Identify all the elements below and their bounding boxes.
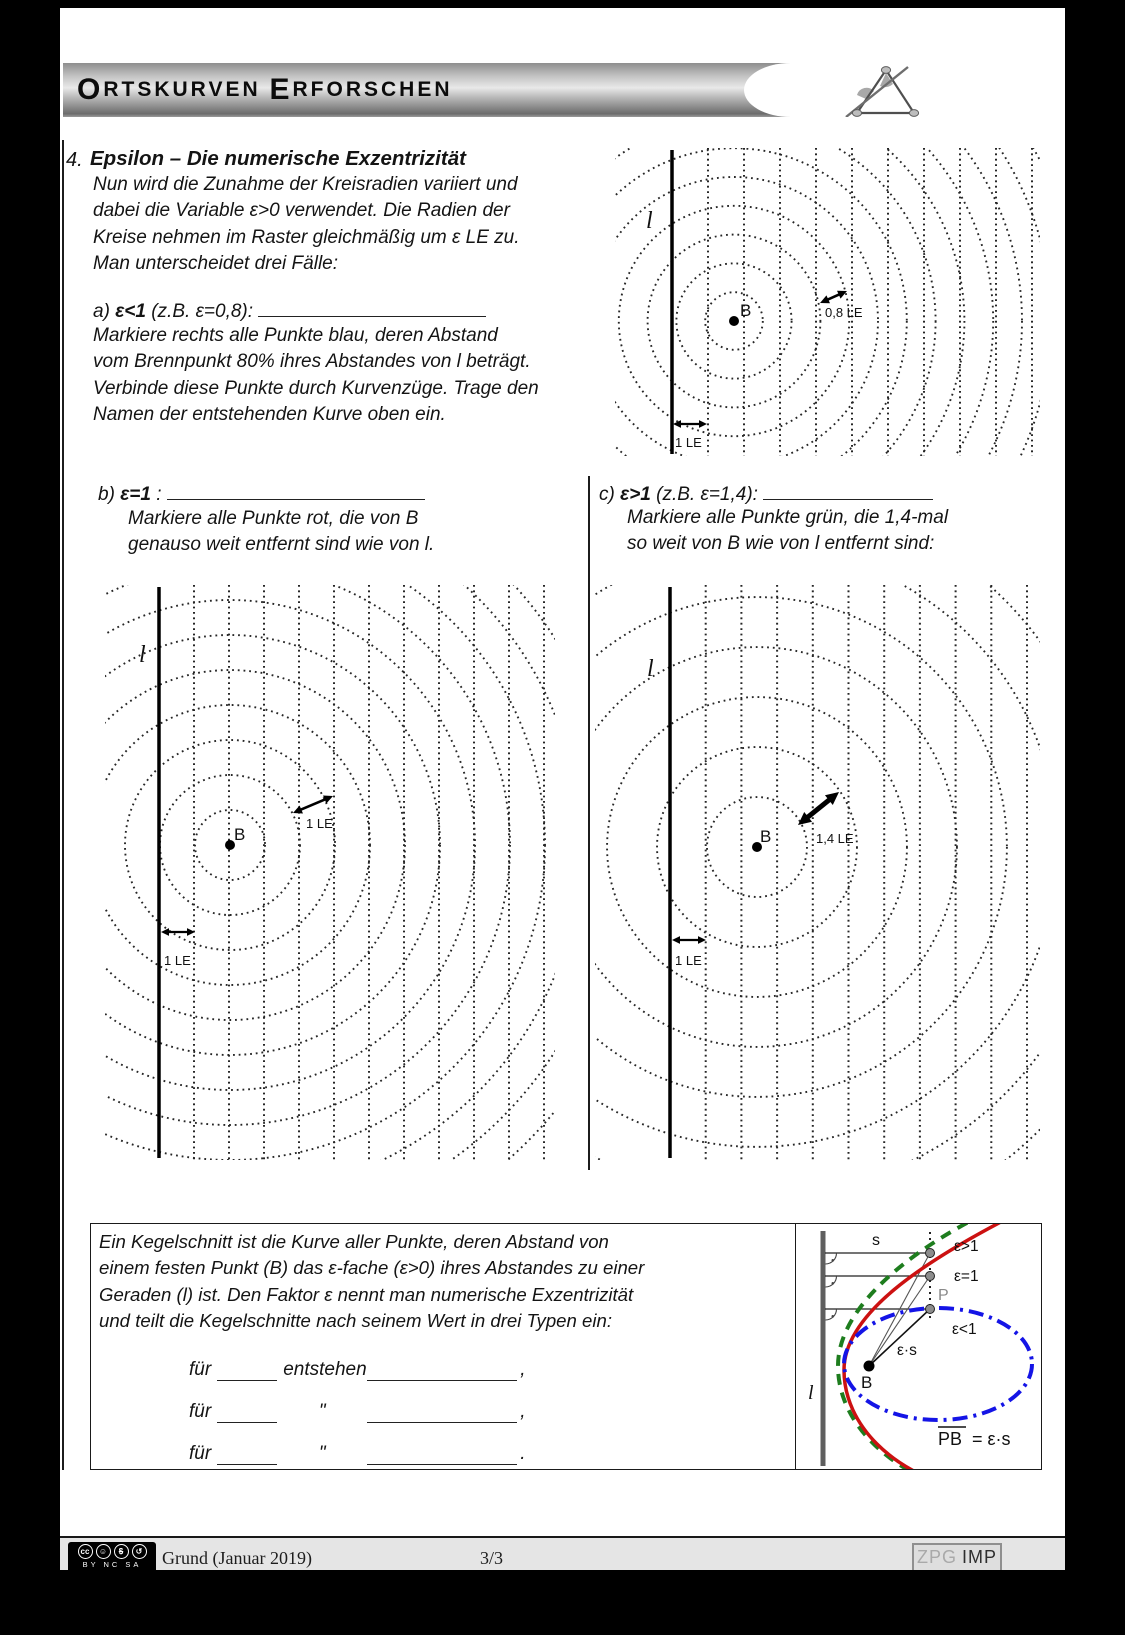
task-a-term: ε<1 [115,301,146,322]
zpg-imp-badge [912,1543,1002,1570]
task-b-blank [167,480,425,500]
task-a-example: (z.B. ε=0,8): [145,301,259,322]
page-number: 3/3 [480,1547,504,1568]
fill-blank [367,1444,517,1465]
svg-text:0,8 LE: 0,8 LE [825,305,863,320]
task-a-line: Markiere rechts alle Punkte blau, deren Abstand [93,325,498,346]
focus-point [864,1361,875,1372]
directrix-label: l [808,1382,814,1404]
task-b-label: b) [98,484,115,505]
task-c-term: ε>1 [620,484,651,505]
fill-blank [217,1360,277,1381]
title-rest-1: RTSKURVEN [103,78,270,101]
fill-line-2 [189,1399,525,1423]
epsilon-s-label: ε·s [897,1342,917,1359]
conic-sketch-cell [795,1224,1041,1469]
formula-rest: = ε·s [972,1429,1011,1449]
task-a-blank [258,297,486,317]
task-c-example: (z.B. ε=1,4): [650,484,764,505]
task-c-line: so weit von B wie von l entfernt sind: [627,533,935,555]
definition-text [99,1229,644,1334]
cc-by-icon: ☺ [96,1544,111,1559]
header-logo-panel [744,63,1020,117]
point-eq [926,1272,935,1281]
cc-sub-label: BY NC SA [82,1560,142,1569]
svg-text:1 LE: 1 LE [675,953,702,968]
column-divider-rule [588,476,590,1170]
cc-icons [68,1544,156,1559]
svg-text:1 LE: 1 LE [675,435,702,450]
left-frame-rule [62,140,64,1470]
task-a-label: a) [93,301,110,322]
fill-line-3 [189,1441,525,1465]
task-c-blank [763,480,933,500]
task-a-body [93,323,638,428]
epsilon-lt-label: ε<1 [952,1321,977,1338]
cc-nc-icon: $ [114,1544,129,1559]
task-b-body [128,506,528,559]
intro-line: Man unterscheidet drei Fälle: [93,252,339,274]
intro-paragraph [93,172,633,277]
point-gt [926,1249,935,1258]
right-angle-mark [826,1253,837,1264]
svg-text:B: B [234,825,246,844]
task-c-label: c) [599,484,615,505]
section-number: 4. [66,149,83,171]
intro-line: dabei die Variable ε>0 verwendet. Die Radien der [93,200,510,222]
fill-tail: , [520,1401,526,1422]
definition-line: Geraden (l) ist. Den Faktor ε nennt man numerische Exzentrizität [99,1283,634,1305]
task-b-line: genauso weit entfernt sind wie von l. [128,534,435,556]
task-a-heading [93,297,486,325]
diagram-a [615,148,1040,461]
zpg-label: ZPG [916,1547,957,1567]
svg-text:B: B [740,301,752,320]
header-band [63,63,1020,117]
ditto-mark: " [318,1443,326,1464]
intro-line: Kreise nehmen im Raster gleichmäßig um ε LE zu. [93,226,520,248]
right-angle-mark [826,1309,837,1320]
ditto-mark: " [318,1401,326,1422]
fill-tail: , [520,1359,526,1380]
cc-icon: cc [78,1544,93,1559]
fill-blank [217,1402,277,1423]
svg-text:1,4 LE: 1,4 LE [816,831,854,846]
conic-diagram [796,1224,1041,1469]
right-angle-mark [826,1276,837,1287]
title-initial-2: E [269,73,293,106]
svg-text:B: B [760,827,772,846]
task-b-heading [98,480,425,508]
formula-pb: PB [938,1429,963,1449]
cc-sa-icon: ↺ [132,1544,147,1559]
diagram-c [595,585,1040,1165]
svg-text:l: l [139,642,146,668]
intro-line: Nun wird die Zunahme der Kreisradien variiert und [93,174,518,195]
point-p [926,1305,935,1314]
s-label: s [872,1232,880,1249]
definition-line: einem festen Punkt (B) das ε-fache (ε>0) ihres Abstandes zu einer [99,1257,645,1279]
fuer-label: für [189,1359,212,1380]
task-c-body [627,505,1047,558]
svg-text:l: l [647,656,654,682]
p-label: P [938,1287,949,1304]
task-a-line: Namen der entstehenden Kurve oben ein. [93,403,446,425]
definition-line: Ein Kegelschnitt ist die Kurve aller Punkte, deren Abstand von [99,1231,609,1252]
fill-tail: . [520,1443,526,1464]
task-a-line: Verbinde diese Punkte durch Kurvenzüge. Trage den [93,377,539,399]
svg-text:1 LE: 1 LE [306,816,333,831]
fill-blank [367,1402,517,1423]
triangle-logo-icon [844,65,926,117]
task-c-line: Markiere alle Punkte grün, die 1,4-mal [627,507,949,528]
definition-line: und teilt die Kegelschnitte nach seinem Wert in drei Typen ein: [99,1309,612,1331]
diagram-b [105,585,555,1165]
worksheet-page [60,8,1065,1570]
task-b-line: Markiere alle Punkte rot, die von B [128,508,419,529]
title-initial-1: O [77,73,104,106]
footer-band [60,1536,1065,1570]
fill-line-1 [189,1357,525,1381]
task-b-sep: : [150,484,167,505]
epsilon-eq-label: ε=1 [954,1268,979,1285]
svg-text:l: l [646,208,653,234]
cc-license-badge [68,1542,156,1570]
fill-blank [217,1444,277,1465]
fill-mid: entstehen [283,1359,367,1380]
section-heading: Epsilon – Die numerische Exzentrizität [90,147,466,170]
svg-text:1 LE: 1 LE [164,953,191,968]
fuer-label: für [189,1401,212,1422]
epsilon-gt-label: ε>1 [954,1238,979,1255]
task-b-term: ε=1 [120,484,151,505]
fill-blank [367,1360,517,1381]
title-rest-2: RFORSCHEN [292,78,453,101]
task-a-line: vom Brennpunkt 80% ihres Abstandes von l beträgt. [93,351,531,373]
focus-label: B [861,1373,873,1392]
page-title [77,63,453,117]
definition-box [90,1223,1042,1470]
credit-text: Grund (Januar 2019) [162,1547,312,1568]
fuer-label: für [189,1443,212,1464]
imp-label: IMP [962,1547,998,1567]
